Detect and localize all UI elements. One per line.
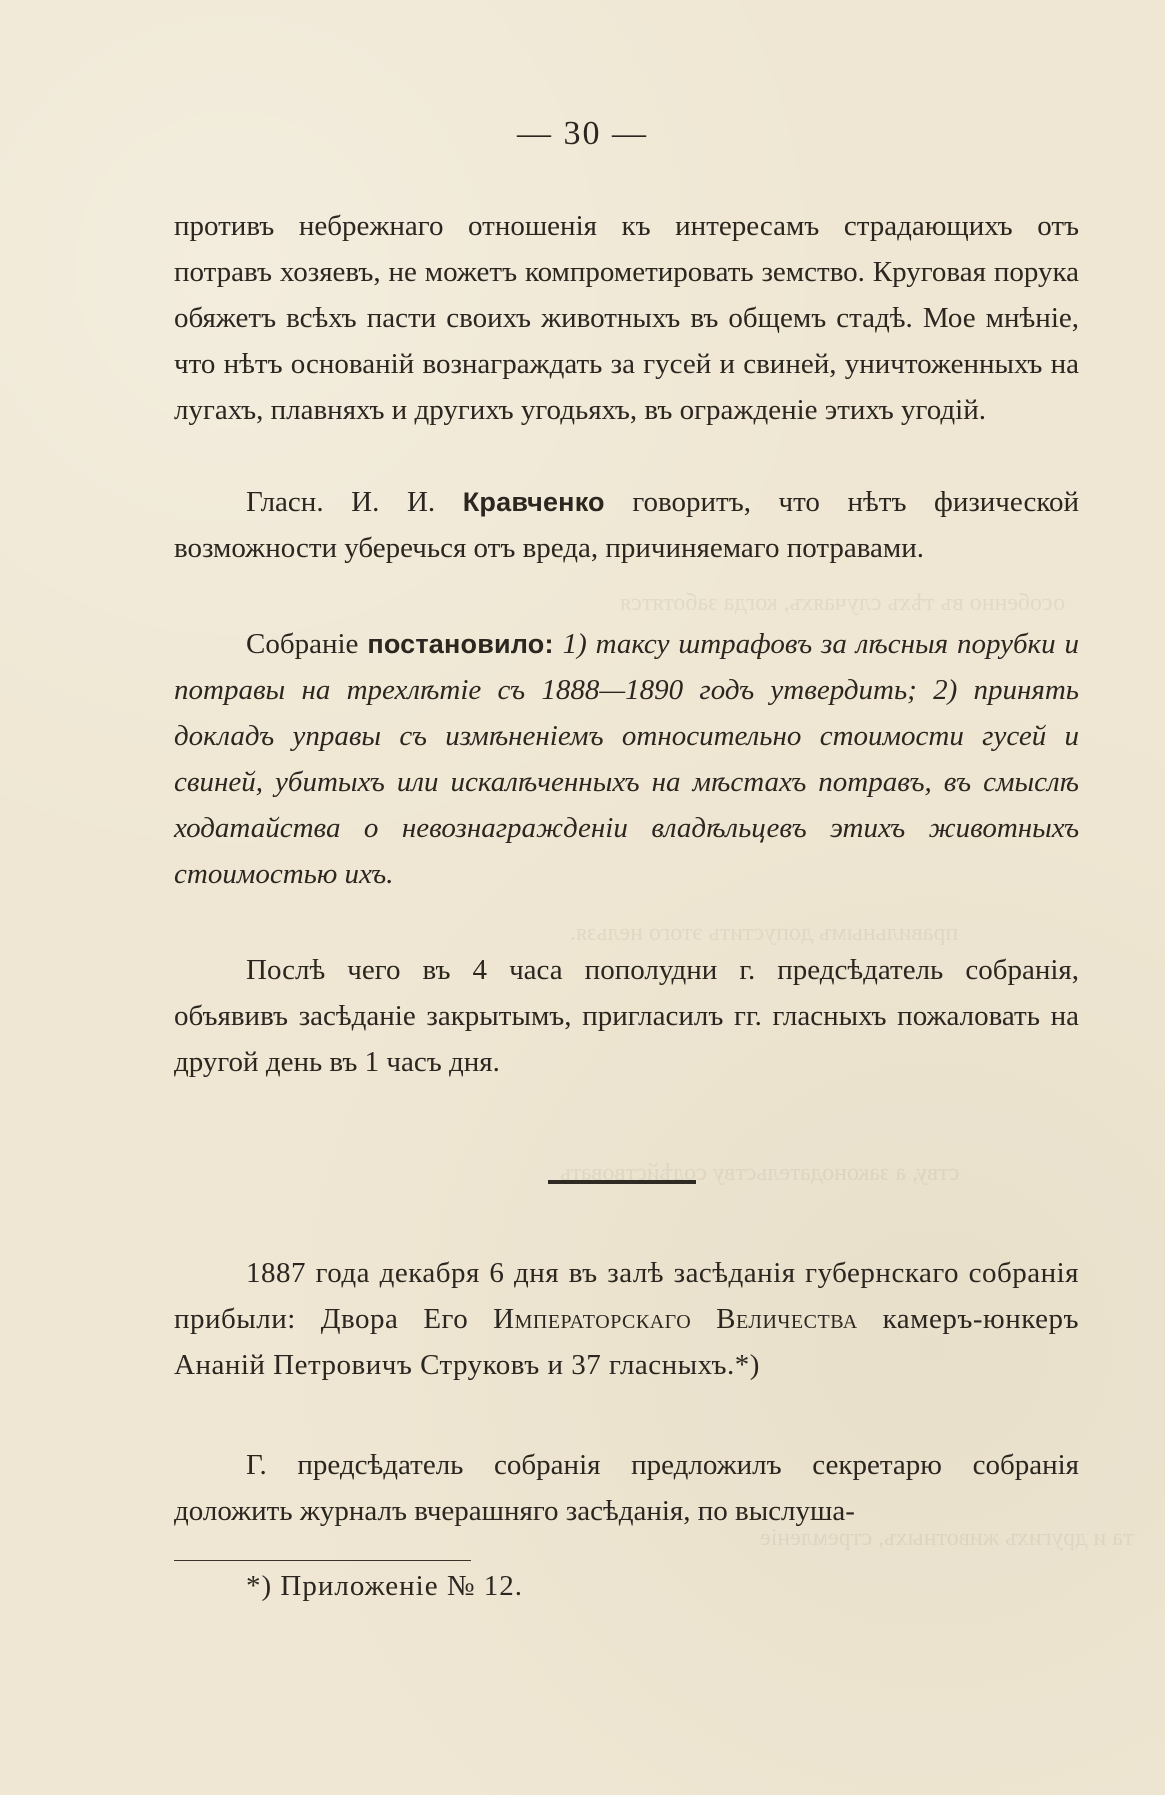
paragraph-2-prefix: Гласн. И. И. bbox=[246, 486, 463, 518]
paragraph-6: Г. предсѣдатель собранія предложилъ секретарю собранія доложить журналъ вчерашняго засѣданія, по выслуша- bbox=[174, 1449, 1079, 1527]
paragraph-new-session bbox=[174, 1250, 1079, 1388]
paragraph-5-end: камеръ-юнкеръ Ананій Петровичъ Струковъ и 37 гласныхъ.*) bbox=[174, 1303, 1079, 1381]
paragraph-3 bbox=[174, 621, 1079, 897]
bleed-through-text: правильнымъ допустить этого нельзя. bbox=[570, 920, 959, 946]
footnote-rule bbox=[174, 1560, 471, 1561]
paragraph-5 bbox=[174, 1250, 1079, 1388]
section-divider bbox=[548, 1180, 696, 1184]
resolution-label: постановило: bbox=[367, 629, 554, 659]
page-number: — 30 — bbox=[517, 115, 648, 152]
paragraph-resolution bbox=[174, 621, 1079, 897]
paragraph-closing bbox=[174, 947, 1079, 1085]
footnote: *) Приложеніе № 12. bbox=[246, 1570, 524, 1602]
bleed-through-text: та и другихъ животныхъ, стремленіе bbox=[760, 1525, 1134, 1551]
paragraph-5-title: Императорскаго Величества bbox=[493, 1303, 858, 1335]
speaker-name: Кравченко bbox=[462, 487, 605, 517]
paragraph-kravchenko bbox=[174, 479, 1079, 571]
paragraph-4: Послѣ чего въ 4 часа пополудни г. предсѣдатель собранія, объявивъ засѣданіе закрытымъ, пригласилъ гг. гласныхъ пожаловать на другой день въ 1 часъ дня. bbox=[174, 954, 1079, 1078]
paragraph-continuation bbox=[174, 203, 1079, 433]
paragraph-1: противъ небрежнаго отношенія къ интересамъ страдающихъ отъ потравъ хозяевъ, не можетъ компрометировать земство. Круговая порука обяжетъ всѣхъ пасти своихъ животныхъ въ общемъ стадѣ. Мое мнѣніе, что нѣтъ основаній вознаграждать за гусей и свиней, уничтоженныхъ на лугахъ, плавняхъ и другихъ угодьяхъ, въ огражденіе этихъ угодій. bbox=[174, 210, 1079, 426]
bleed-through-text: ству, а законодательству содѣйствовать bbox=[560, 1160, 960, 1186]
paragraph-2 bbox=[174, 479, 1079, 571]
bleed-through-text: особенно въ тѣхъ случаяхъ, когда заботятся bbox=[620, 590, 1066, 616]
paragraph-5-start: 1887 года декабря 6 дня въ залѣ засѣданія губернскаго собранія прибыли: Двора Его bbox=[174, 1257, 1079, 1335]
paragraph-3-prefix: Собраніе bbox=[246, 628, 368, 660]
paragraph-secretary bbox=[174, 1442, 1079, 1534]
resolution-text: 1) таксу штрафовъ за лѣсныя порубки и потравы на трехлѣтіе съ 1888—1890 годъ утвердить; 2) принять докладъ управы съ измѣненіемъ относительно стоимости гусей и свиней, убитыхъ или искалѣченныхъ на мѣстахъ потравъ, въ смыслѣ ходатайства о невознагражденіи владѣльцевъ этихъ животныхъ стоимостью ихъ. bbox=[174, 628, 1079, 890]
paragraph-2-text: говоритъ, что нѣтъ физической возможности уберечься отъ вреда, причиняемаго потравами. bbox=[174, 486, 1079, 564]
